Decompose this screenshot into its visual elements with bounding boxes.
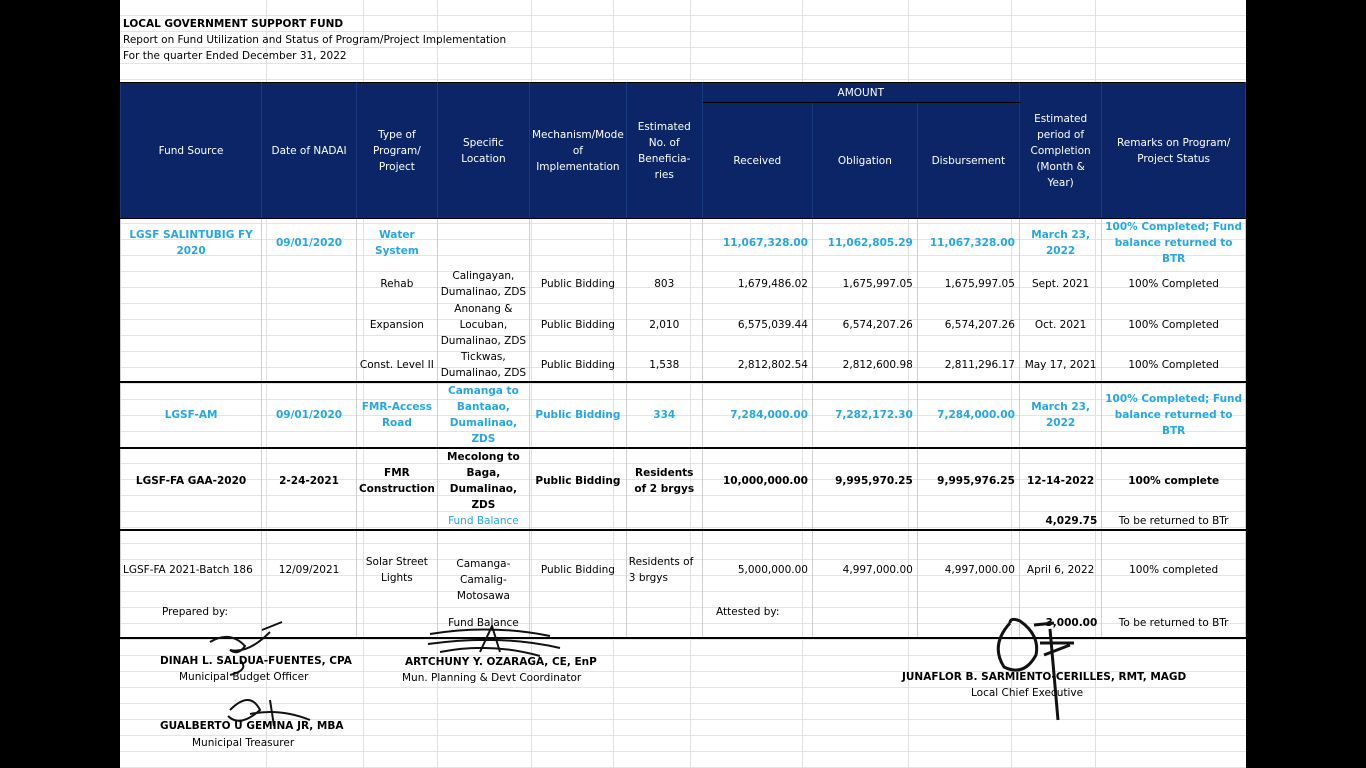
cell-received: 5,000,000.00 (702, 530, 812, 608)
cell-date (262, 267, 357, 300)
cell-disbursement: 6,574,207.26 (917, 300, 1019, 349)
cell-completion: April 6, 2022 (1019, 530, 1101, 608)
cell-mechanism: Public Bidding (529, 267, 626, 300)
cell-completion: 12-14-2022 (1019, 448, 1101, 513)
table-row (121, 448, 1246, 513)
cell-remarks: To be returned to BTr (1102, 513, 1246, 530)
col-fund-source: Fund Source (121, 83, 262, 219)
cell-disbursement: 2,811,296.17 (917, 349, 1019, 382)
col-date-nadai: Date of NADAI (262, 83, 357, 219)
cell-remarks: 100% Completed (1102, 267, 1246, 300)
cell-obligation: 7,282,172.30 (812, 382, 917, 448)
cell-location (437, 219, 529, 268)
cell-completion: May 17, 2021 (1019, 349, 1101, 382)
report-subtitle: Report on Fund Utilization and Status of Program/Project Implementation (123, 34, 507, 46)
cell-location: Tickwas, Dumalinao, ZDS (437, 349, 529, 382)
cell-remarks: 100% Completed; Fund balance returned to BTR (1102, 219, 1246, 268)
cell-location: Anonang & Locuban, Dumalinao, ZDS (437, 300, 529, 349)
cell-mechanism: Public Bidding (529, 448, 626, 513)
cell-beneficiaries (626, 219, 702, 268)
cell-obligation: 11,062,805.29 (812, 219, 917, 268)
table-row (121, 382, 1246, 448)
cell-type: Rehab (356, 267, 437, 300)
cell-completion: Oct. 2021 (1019, 300, 1101, 349)
lce-title: Local Chief Executive (971, 687, 1084, 699)
cell-disbursement: 4,997,000.00 (917, 530, 1019, 608)
report-period: For the quarter Ended December 31, 2022 (123, 50, 347, 62)
cell-mechanism: Public Bidding (529, 349, 626, 382)
cell-received: 1,679,486.02 (702, 267, 812, 300)
cell-completion: 3,000.00 (1019, 608, 1101, 638)
attested-by-label: Attested by: (716, 606, 780, 618)
table-row (121, 530, 1246, 608)
treasurer-title: Municipal Treasurer (192, 737, 295, 749)
cell-disbursement: 9,995,976.25 (917, 448, 1019, 513)
cell-mechanism: Public Bidding (529, 530, 626, 608)
cell-remarks: 100% Completed; Fund balance returned to BTR (1102, 382, 1246, 448)
cell-fund: LGSF-FA GAA-2020 (121, 448, 262, 513)
cell-fund: LGSF-FA 2021-Batch 186 (121, 530, 262, 608)
cell-type: Const. Level II (356, 349, 437, 382)
cell-remarks: 100% Completed (1102, 300, 1246, 349)
cell-location: Fund Balance (437, 513, 529, 530)
cell-obligation: 4,997,000.00 (812, 530, 917, 608)
cell-beneficiaries: 334 (626, 382, 702, 448)
cell-location: Camanga to Bantaao, Dumalinao, ZDS (437, 382, 529, 448)
cell-disbursement: 7,284,000.00 (917, 382, 1019, 448)
cell-received: 7,284,000.00 (702, 382, 812, 448)
table-row (121, 267, 1246, 300)
cell-beneficiaries: Residents of 3 brgys (626, 530, 702, 608)
cell-remarks: 100% complete (1102, 448, 1246, 513)
cell-completion: Sept. 2021 (1019, 267, 1101, 300)
col-location: Specific Location (437, 83, 529, 219)
lce-name: JUNAFLOR B. SARMIENTO-CERILLES, RMT, MAGD (902, 671, 1187, 683)
budget-officer-name: DINAH L. SALDUA-FUENTES, CPA (160, 655, 352, 667)
treasurer-name: GUALBERTO U GEMINA JR, MBA (160, 720, 344, 732)
cell-location: Calingayan, Dumalinao, ZDS (437, 267, 529, 300)
cell-beneficiaries: 2,010 (626, 300, 702, 349)
planning-officer-name: ARTCHUNY Y. OZARAGA, CE, EnP (405, 656, 597, 668)
cell-fund (121, 300, 262, 349)
cell-received: 2,812,802.54 (702, 349, 812, 382)
cell-date: 2-24-2021 (262, 448, 357, 513)
cell-type: FMR Construction (356, 448, 437, 513)
cell-disbursement: 1,675,997.05 (917, 267, 1019, 300)
planning-officer-title: Mun. Planning & Devt Coordinator (402, 672, 582, 684)
cell-type: Expansion (356, 300, 437, 349)
signature-lce (980, 615, 1090, 725)
cell-date: 12/09/2021 (262, 530, 357, 608)
cell-completion: 4,029.75 (1019, 513, 1101, 530)
cell-location: Camanga-Camalig-Motosawa (437, 530, 529, 608)
col-type: Type of Program/ Project (356, 83, 437, 219)
col-remarks: Remarks on Program/ Project Status (1102, 83, 1246, 219)
cell-date: 09/01/2020 (262, 219, 357, 268)
cell-completion: March 23, 2022 (1019, 219, 1101, 268)
cell-disbursement: 11,067,328.00 (917, 219, 1019, 268)
table-row (121, 300, 1246, 349)
cell-received: 11,067,328.00 (702, 219, 812, 268)
cell-date: 09/01/2020 (262, 382, 357, 448)
table-row (121, 349, 1246, 382)
cell-mechanism: Public Bidding (529, 382, 626, 448)
cell-obligation: 6,574,207.26 (812, 300, 917, 349)
prepared-by-label: Prepared by: (162, 606, 228, 618)
cell-received: 6,575,039.44 (702, 300, 812, 349)
cell-received: 10,000,000.00 (702, 448, 812, 513)
col-disbursement: Disbursement (917, 103, 1019, 219)
cell-type: FMR-Access Road (356, 382, 437, 448)
cell-fund (121, 349, 262, 382)
cell-date (262, 349, 357, 382)
cell-type: Solar Street Lights (356, 530, 437, 608)
col-obligation: Obligation (812, 103, 917, 219)
cell-beneficiaries: 803 (626, 267, 702, 300)
cell-obligation: 2,812,600.98 (812, 349, 917, 382)
cell-type: Water System (356, 219, 437, 268)
cell-beneficiaries: Residents of 2 brgys (626, 448, 702, 513)
cell-location: Fund Balance (437, 608, 529, 638)
cell-mechanism (529, 219, 626, 268)
table-row (121, 219, 1246, 268)
col-received: Received (702, 103, 812, 219)
cell-location: Mecolong to Baga, Dumalinao, ZDS (437, 448, 529, 513)
cell-remarks: To be returned to BTr (1102, 608, 1246, 638)
col-mechanism: Mechanism/Mode of Implementation (529, 83, 626, 219)
cell-completion: March 23, 2022 (1019, 382, 1101, 448)
col-completion: Estimated period of Completion (Month & Year) (1019, 83, 1101, 219)
cell-fund (121, 267, 262, 300)
cell-mechanism: Public Bidding (529, 300, 626, 349)
cell-date (262, 300, 357, 349)
spreadsheet-page (120, 0, 1246, 768)
cell-obligation: 1,675,997.05 (812, 267, 917, 300)
cell-fund: LGSF-AM (121, 382, 262, 448)
budget-officer-title: Municipal Budget Officer (179, 671, 309, 683)
col-beneficiaries: Estimated No. of Beneficia-ries (626, 83, 702, 219)
cell-remarks: 100% completed (1102, 530, 1246, 608)
table-row (121, 513, 1246, 530)
cell-obligation: 9,995,970.25 (812, 448, 917, 513)
col-amount-group: AMOUNT (702, 83, 1019, 103)
fund-utilization-table (120, 82, 1246, 639)
cell-beneficiaries: 1,538 (626, 349, 702, 382)
cell-remarks: 100% Completed (1102, 349, 1246, 382)
cell-fund: LGSF SALINTUBIG FY 2020 (121, 219, 262, 268)
report-title: LOCAL GOVERNMENT SUPPORT FUND (123, 18, 344, 30)
